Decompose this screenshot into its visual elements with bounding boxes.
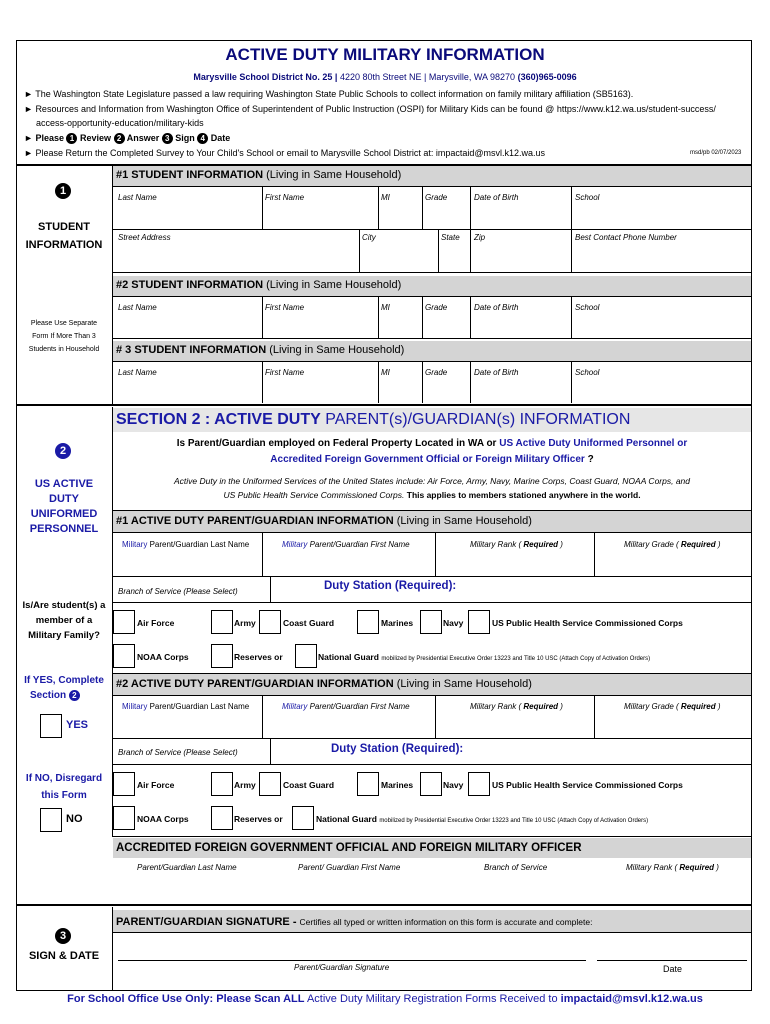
parent1-noaa-label: NOAA Corps — [137, 652, 189, 662]
district-phone: (360)965-0096 — [517, 72, 577, 82]
section2-number: 2 — [55, 443, 71, 459]
student1-header: #1 STUDENT INFORMATION (Living in Same Household) — [116, 169, 402, 181]
member-question-2: member of a — [35, 615, 93, 626]
bullet-resources: ► Resources and Information from Washington Office of Superintendent of Public Instruction (OSPI) for Military Kids can be found @ https://www.k12.wa.us/student-success/ — [24, 104, 716, 114]
us-active-4: PERSONNEL — [29, 523, 99, 535]
parent2-noaa-label: NOAA Corps — [137, 814, 189, 824]
date-label: Date — [663, 964, 683, 974]
student-info-label-2: INFORMATION — [25, 239, 103, 251]
district-address: 4220 80th Street NE | Marysville, WA 98270 — [339, 72, 516, 82]
parent2-usphs-label: US Public Health Service Commissioned Corps — [492, 780, 683, 790]
parent1-navy-checkbox[interactable] — [420, 610, 442, 634]
parent2-nationalguard-label: National Guard mobilized by Presidential Executive Order 13223 and Title 10 USC (Attach Copy of Activation Orders) — [316, 814, 649, 824]
date-line[interactable] — [597, 960, 747, 961]
section1-number: 1 — [55, 183, 71, 199]
student3-school[interactable]: School — [575, 368, 600, 377]
foreign-header: ACCREDITED FOREIGN GOVERNMENT OFFICIAL AND FOREIGN MILITARY OFFICER — [116, 842, 582, 854]
parent1-grade[interactable]: Military Grade ( Required ) — [624, 540, 721, 549]
student1-city[interactable]: City — [362, 233, 376, 242]
foreign-rank[interactable]: Military Rank ( Required ) — [626, 863, 719, 872]
student1-last-name[interactable]: Last Name — [118, 193, 157, 202]
parent2-grade[interactable]: Military Grade ( Required ) — [624, 702, 721, 711]
parent2-coastguard-label: Coast Guard — [283, 780, 335, 790]
signature-header: PARENT/GUARDIAN SIGNATURE - Certifies all typed or written information on this form is accurate and complete: — [116, 916, 593, 928]
student3-mi[interactable]: MI — [381, 368, 390, 377]
district-line — [0, 72, 770, 82]
no-label: NO — [66, 813, 83, 825]
parent2-first-name[interactable]: Military Parent/Guardian First Name — [282, 702, 410, 711]
parent2-marines-checkbox[interactable] — [357, 772, 379, 796]
student3-grade[interactable]: Grade — [425, 368, 448, 377]
student3-last-name[interactable]: Last Name — [118, 368, 157, 377]
section2-note-1: Active Duty in the Uniformed Services of the United States include: Air Force, Army, Navy, Marine Corps, Coast Guard, NOAA Corps, and — [173, 476, 691, 486]
parent2-navy-checkbox[interactable] — [420, 772, 442, 796]
step3-number: 3 — [162, 133, 173, 144]
parent2-airforce-checkbox[interactable] — [113, 772, 135, 796]
signature-line[interactable] — [118, 960, 586, 961]
parent1-marines-label: Marines — [381, 618, 414, 628]
steps-line: ► Please 1 Review 2 Answer 3 Sign 4 Date — [24, 133, 231, 143]
parent2-nationalguard-checkbox[interactable] — [292, 806, 314, 830]
if-no-2: this Form — [41, 790, 87, 801]
member-question-1: Is/Are student(s) a — [22, 600, 106, 611]
separate-form-3: Students in Household — [28, 346, 100, 353]
student1-grade[interactable]: Grade — [425, 193, 448, 202]
parent1-header: #1 ACTIVE DUTY PARENT/GUARDIAN INFORMATION (Living in Same Household) — [116, 515, 532, 527]
student2-header: #2 STUDENT INFORMATION (Living in Same Household) — [116, 279, 402, 291]
us-active-2: DUTY — [49, 493, 79, 505]
return-instructions: ► Please Return the Completed Survey to Your Child's School or email to Marysville School District at: impactaid@msvl.k12.wa.us — [24, 148, 546, 158]
parent1-duty-station[interactable]: Duty Station (Required): — [324, 580, 457, 592]
form-title: ACTIVE DUTY MILITARY INFORMATION — [225, 45, 545, 64]
parent1-navy-label: Navy — [443, 618, 464, 628]
separate-form-2: Form If More Than 3 — [32, 333, 96, 340]
parent1-branch: Branch of Service (Please Select) — [118, 587, 238, 596]
if-no-1: If NO, Disregard — [25, 773, 103, 784]
if-yes-section-number: 2 — [69, 690, 80, 701]
parent1-nationalguard-label: National Guard mobilized by Presidential Executive Order 13223 and Title 10 USC (Attach Copy of Activation Orders) — [318, 652, 651, 662]
parent1-noaa-checkbox[interactable] — [113, 644, 135, 668]
student1-mi[interactable]: MI — [381, 193, 390, 202]
bullet-resources-cont: access-opportunity-education/military-kids — [36, 118, 204, 128]
separate-form-1: Please Use Separate — [30, 320, 98, 327]
sign-date-label: SIGN & DATE — [28, 950, 100, 962]
student2-mi[interactable]: MI — [381, 303, 390, 312]
parent2-navy-label: Navy — [443, 780, 464, 790]
parent2-reserves-checkbox[interactable] — [211, 806, 233, 830]
section2-question: Is Parent/Guardian employed on Federal Property Located in WA or US Active Duty Uniformed Personnel or — [176, 438, 688, 449]
parent1-rank[interactable]: Military Rank ( Required ) — [470, 540, 563, 549]
parent1-airforce-label: Air Force — [137, 618, 175, 628]
yes-checkbox[interactable] — [40, 714, 62, 738]
step1-number: 1 — [66, 133, 77, 144]
student1-phone[interactable]: Best Contact Phone Number — [575, 233, 677, 242]
form-code: msd/pb 02/07/2023 — [690, 150, 742, 156]
section2-note-2: US Public Health Service Commissioned Corps. This applies to members stationed anywhere in the world. — [223, 490, 641, 500]
parent2-usphs-checkbox[interactable] — [468, 772, 490, 796]
foreign-first-name[interactable]: Parent/ Guardian First Name — [298, 863, 401, 872]
no-checkbox[interactable] — [40, 808, 62, 832]
student2-grade[interactable]: Grade — [425, 303, 448, 312]
parent1-marines-checkbox[interactable] — [357, 610, 379, 634]
yes-label: YES — [66, 719, 89, 731]
parent1-coastguard-checkbox[interactable] — [259, 610, 281, 634]
us-active-3: UNIFORMED — [30, 508, 98, 520]
parent2-duty-station[interactable]: Duty Station (Required): — [331, 743, 464, 755]
student2-last-name[interactable]: Last Name — [118, 303, 157, 312]
parent1-airforce-checkbox[interactable] — [113, 610, 135, 634]
parent2-airforce-label: Air Force — [137, 780, 175, 790]
signature-label: Parent/Guardian Signature — [294, 963, 390, 972]
student2-school[interactable]: School — [575, 303, 600, 312]
student1-zip[interactable]: Zip — [474, 233, 486, 242]
foreign-last-name[interactable]: Parent/Guardian Last Name — [137, 863, 237, 872]
parent1-army-checkbox[interactable] — [211, 610, 233, 634]
parent1-usphs-label: US Public Health Service Commissioned Corps — [492, 618, 683, 628]
parent2-army-checkbox[interactable] — [211, 772, 233, 796]
section2-question-cont: Accredited Foreign Government Official or Foreign Military Officer ? — [270, 454, 594, 465]
us-active-1: US ACTIVE — [34, 478, 94, 490]
parent1-usphs-checkbox[interactable] — [468, 610, 490, 634]
parent2-rank[interactable]: Military Rank ( Required ) — [470, 702, 563, 711]
parent2-branch: Branch of Service (Please Select) — [118, 748, 238, 757]
parent2-header: #2 ACTIVE DUTY PARENT/GUARDIAN INFORMATION (Living in Same Household) — [116, 678, 532, 690]
step4-number: 4 — [197, 133, 208, 144]
foreign-branch[interactable]: Branch of Service — [484, 863, 548, 872]
student1-school[interactable]: School — [575, 193, 600, 202]
member-question-3: Military Family? — [28, 630, 100, 641]
student3-first-name[interactable]: First Name — [265, 368, 305, 377]
student3-dob[interactable]: Date of Birth — [474, 368, 519, 377]
student-info-label-1: STUDENT — [38, 221, 90, 233]
parent2-reserves-label: Reserves or — [234, 814, 283, 824]
step2-number: 2 — [114, 133, 125, 144]
district-name: Marysville School District No. 25 | — [193, 72, 338, 82]
student2-first-name[interactable]: First Name — [265, 303, 305, 312]
student1-street[interactable]: Street Address — [118, 233, 171, 242]
parent1-coastguard-label: Coast Guard — [283, 618, 335, 628]
footer-note: For School Office Use Only: Please Scan ALL Active Duty Military Registration Forms Received to impactaid@msvl.k12.wa.us — [67, 993, 703, 1005]
student3-header: # 3 STUDENT INFORMATION (Living in Same Household) — [116, 344, 405, 356]
student1-state[interactable]: State — [441, 233, 460, 242]
parent2-noaa-checkbox[interactable] — [113, 806, 135, 830]
student1-first-name[interactable]: First Name — [265, 193, 305, 202]
if-yes-2: Section 2 — [30, 690, 80, 701]
parent2-army-label: Army — [234, 780, 256, 790]
bullet-law: ► The Washington State Legislature passed a law requiring Washington State Public Schools to collect information on family military affiliation (SB5163). — [24, 89, 634, 99]
student2-dob[interactable]: Date of Birth — [474, 303, 519, 312]
parent2-marines-label: Marines — [381, 780, 414, 790]
parent1-army-label: Army — [234, 618, 256, 628]
student1-dob[interactable]: Date of Birth — [474, 193, 519, 202]
section2-title: SECTION 2 : ACTIVE DUTY PARENT(s)/GUARDIAN(s) INFORMATION — [116, 411, 631, 428]
parent1-nationalguard-checkbox[interactable] — [295, 644, 317, 668]
parent1-reserves-label: Reserves or — [234, 652, 283, 662]
parent1-reserves-checkbox[interactable] — [211, 644, 233, 668]
parent2-coastguard-checkbox[interactable] — [259, 772, 281, 796]
section3-number: 3 — [55, 928, 71, 944]
parent2-last-name[interactable]: Military Parent/Guardian Last Name — [122, 702, 250, 711]
if-yes-1: If YES, Complete — [24, 675, 104, 686]
parent1-last-name[interactable]: Military Parent/Guardian Last Name — [122, 540, 250, 549]
parent1-first-name[interactable]: Military Parent/Guardian First Name — [282, 540, 410, 549]
